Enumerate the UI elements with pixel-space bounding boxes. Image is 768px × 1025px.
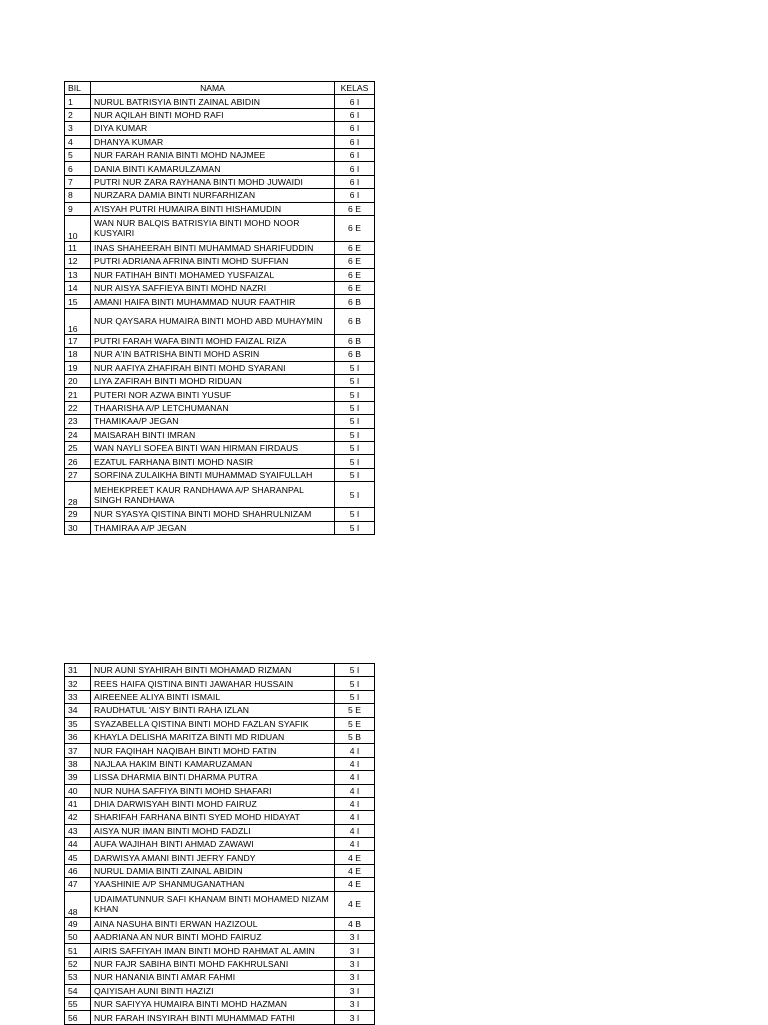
row-nama: RAUDHATUL 'AISY BINTI RAHA IZLAN	[91, 704, 335, 717]
table-row	[65, 308, 375, 334]
row-kelas: 5 I	[335, 415, 375, 428]
row-kelas: 4 I	[335, 771, 375, 784]
row-kelas: 5 I	[335, 690, 375, 703]
table-row	[65, 122, 375, 135]
row-nama: PUTRI ADRIANA AFRINA BINTI MOHD SUFFIAN	[91, 255, 335, 268]
row-kelas: 6 I	[335, 95, 375, 108]
row-kelas: 5 B	[335, 730, 375, 743]
row-bil: 42	[65, 811, 91, 824]
row-bil: 53	[65, 971, 91, 984]
row-nama: WAN NAYLI SOFEA BINTI WAN HIRMAN FIRDAUS	[91, 441, 335, 454]
row-bil: 41	[65, 797, 91, 810]
table-row	[65, 838, 375, 851]
row-nama: NUR FATIHAH BINTI MOHAMED YUSFAIZAL	[91, 268, 335, 281]
row-bil: 1	[65, 95, 91, 108]
table-row	[65, 811, 375, 824]
row-bil: 50	[65, 931, 91, 944]
row-bil: 35	[65, 717, 91, 730]
table-row	[65, 717, 375, 730]
row-kelas: 5 I	[335, 441, 375, 454]
row-nama: THAARISHA A/P LETCHUMANAN	[91, 401, 335, 414]
row-nama: PUTERI NOR AZWA BINTI YUSUF	[91, 388, 335, 401]
row-bil: 46	[65, 864, 91, 877]
row-kelas: 4 I	[335, 797, 375, 810]
row-nama: MAISARAH BINTI IMRAN	[91, 428, 335, 441]
table-row	[65, 388, 375, 401]
table-row	[65, 428, 375, 441]
row-bil: 48	[65, 891, 91, 917]
row-kelas: 6 B	[335, 348, 375, 361]
row-bil: 37	[65, 744, 91, 757]
table-row	[65, 784, 375, 797]
row-bil: 30	[65, 521, 91, 534]
table-row	[65, 771, 375, 784]
row-nama: MEHEKPREET KAUR RANDHAWA A/P SHARANPAL SINGH RANDHAWA	[91, 482, 335, 508]
row-bil: 18	[65, 348, 91, 361]
table-row	[65, 348, 375, 361]
table-row	[65, 508, 375, 521]
row-kelas: 3 I	[335, 984, 375, 997]
row-nama: EZATUL FARHANA BINTI MOHD NASIR	[91, 455, 335, 468]
row-bil: 24	[65, 428, 91, 441]
row-bil: 55	[65, 997, 91, 1010]
row-kelas: 5 I	[335, 468, 375, 481]
table-row	[65, 175, 375, 188]
row-kelas: 6 E	[335, 215, 375, 241]
row-kelas: 6 I	[335, 189, 375, 202]
table-row	[65, 241, 375, 254]
table-row	[65, 757, 375, 770]
table-row	[65, 282, 375, 295]
row-bil: 6	[65, 162, 91, 175]
row-bil: 21	[65, 388, 91, 401]
row-nama: DIYA KUMAR	[91, 122, 335, 135]
row-kelas: 5 I	[335, 455, 375, 468]
row-bil: 26	[65, 455, 91, 468]
row-nama: NUR FARAH RANIA BINTI MOHD NAJMEE	[91, 148, 335, 161]
row-bil: 22	[65, 401, 91, 414]
table-row	[65, 401, 375, 414]
row-bil: 44	[65, 838, 91, 851]
row-kelas: 5 E	[335, 717, 375, 730]
row-kelas: 4 E	[335, 878, 375, 891]
row-bil: 4	[65, 135, 91, 148]
row-nama: DANIA BINTI KAMARULZAMAN	[91, 162, 335, 175]
table-row	[65, 997, 375, 1010]
row-kelas: 5 I	[335, 401, 375, 414]
row-bil: 29	[65, 508, 91, 521]
row-nama: NURUL DAMIA BINTI ZAINAL ABIDIN	[91, 864, 335, 877]
student-table-1	[64, 81, 375, 535]
row-nama: A'ISYAH PUTRI HUMAIRA BINTI HISHAMUDIN	[91, 202, 335, 215]
row-bil: 8	[65, 189, 91, 202]
row-bil: 34	[65, 704, 91, 717]
table-row	[65, 162, 375, 175]
row-kelas: 4 B	[335, 917, 375, 930]
table-row	[65, 482, 375, 508]
row-bil: 12	[65, 255, 91, 268]
row-kelas: 4 I	[335, 744, 375, 757]
row-kelas: 3 I	[335, 1011, 375, 1024]
table-row	[65, 864, 375, 877]
row-kelas: 4 I	[335, 811, 375, 824]
row-kelas: 6 E	[335, 282, 375, 295]
row-kelas: 6 I	[335, 162, 375, 175]
table-row	[65, 957, 375, 970]
row-bil: 31	[65, 664, 91, 677]
row-bil: 16	[65, 308, 91, 334]
table-row	[65, 95, 375, 108]
row-nama: NUR FAQIHAH NAQIBAH BINTI MOHD FATIN	[91, 744, 335, 757]
row-nama: AIREENEE ALIYA BINTI ISMAIL	[91, 690, 335, 703]
row-kelas: 4 E	[335, 864, 375, 877]
table-header-row	[65, 82, 375, 95]
row-nama: QAIYISAH AUNI BINTI HAZIZI	[91, 984, 335, 997]
row-nama: NUR AUNI SYAHIRAH BINTI MOHAMAD RIZMAN	[91, 664, 335, 677]
row-nama: SHARIFAH FARHANA BINTI SYED MOHD HIDAYAT	[91, 811, 335, 824]
row-nama: DARWISYA AMANI BINTI JEFRY FANDY	[91, 851, 335, 864]
row-kelas: 4 I	[335, 784, 375, 797]
table-row	[65, 441, 375, 454]
row-bil: 51	[65, 944, 91, 957]
header-kelas: KELAS	[335, 82, 375, 95]
table-row	[65, 135, 375, 148]
row-nama: UDAIMATUNNUR SAFI KHANAM BINTI MOHAMED NIZAM KHAN	[91, 891, 335, 917]
table-row	[65, 878, 375, 891]
row-nama: NUR FAJR SABIHA BINTI MOHD FAKHRULSANI	[91, 957, 335, 970]
table-row	[65, 189, 375, 202]
row-nama: NURUL BATRISYIA BINTI ZAINAL ABIDIN	[91, 95, 335, 108]
row-kelas: 6 E	[335, 255, 375, 268]
row-bil: 19	[65, 361, 91, 374]
row-kelas: 6 E	[335, 241, 375, 254]
row-nama: WAN NUR BALQIS BATRISYIA BINTI MOHD NOOR KUSYAIRI	[91, 215, 335, 241]
row-bil: 47	[65, 878, 91, 891]
table-row	[65, 704, 375, 717]
table-row	[65, 677, 375, 690]
row-bil: 28	[65, 482, 91, 508]
row-bil: 2	[65, 108, 91, 121]
row-bil: 49	[65, 917, 91, 930]
row-nama: AINA NASUHA BINTI ERWAN HAZIZOUL	[91, 917, 335, 930]
row-bil: 9	[65, 202, 91, 215]
table-row	[65, 521, 375, 534]
row-bil: 17	[65, 334, 91, 347]
table-row	[65, 971, 375, 984]
row-nama: PUTRI NUR ZARA RAYHANA BINTI MOHD JUWAIDI	[91, 175, 335, 188]
row-kelas: 6 I	[335, 135, 375, 148]
row-bil: 25	[65, 441, 91, 454]
table-row	[65, 730, 375, 743]
row-bil: 10	[65, 215, 91, 241]
row-kelas: 6 B	[335, 334, 375, 347]
table-row	[65, 984, 375, 997]
row-nama: THAMIKAA/P JEGAN	[91, 415, 335, 428]
row-kelas: 6 E	[335, 268, 375, 281]
row-nama: DHANYA KUMAR	[91, 135, 335, 148]
row-kelas: 5 I	[335, 508, 375, 521]
row-bil: 11	[65, 241, 91, 254]
row-bil: 38	[65, 757, 91, 770]
row-kelas: 5 E	[335, 704, 375, 717]
table-row	[65, 148, 375, 161]
student-table-2	[64, 663, 375, 1025]
row-nama: PUTRI FARAH WAFA BINTI MOHD FAIZAL RIZA	[91, 334, 335, 347]
table-row	[65, 690, 375, 703]
row-kelas: 5 I	[335, 521, 375, 534]
row-nama: NUR FARAH INSYIRAH BINTI MUHAMMAD FATHI	[91, 1011, 335, 1024]
row-nama: DHIA DARWISYAH BINTI MOHD FAIRUZ	[91, 797, 335, 810]
row-nama: KHAYLA DELISHA MARITZA BINTI MD RIDUAN	[91, 730, 335, 743]
row-nama: NAJLAA HAKIM BINTI KAMARUZAMAN	[91, 757, 335, 770]
row-nama: AADRIANA AN NUR BINTI MOHD FAIRUZ	[91, 931, 335, 944]
row-kelas: 3 I	[335, 957, 375, 970]
table-row	[65, 824, 375, 837]
row-bil: 54	[65, 984, 91, 997]
header-bil: BIL	[65, 82, 91, 95]
row-nama: NUR HANANIA BINTI AMAR FAHMI	[91, 971, 335, 984]
row-kelas: 4 E	[335, 851, 375, 864]
row-bil: 32	[65, 677, 91, 690]
row-nama: AISYA NUR IMAN BINTI MOHD FADZLI	[91, 824, 335, 837]
row-nama: AUFA WAJIHAH BINTI AHMAD ZAWAWI	[91, 838, 335, 851]
row-bil: 52	[65, 957, 91, 970]
row-bil: 14	[65, 282, 91, 295]
row-bil: 5	[65, 148, 91, 161]
row-nama: NUR NUHA SAFFIYA BINTI MOHD SHAFARI	[91, 784, 335, 797]
row-kelas: 3 I	[335, 971, 375, 984]
row-nama: NUR A'IN BATRISHA BINTI MOHD ASRIN	[91, 348, 335, 361]
row-bil: 39	[65, 771, 91, 784]
table-row	[65, 255, 375, 268]
row-kelas: 5 I	[335, 482, 375, 508]
row-kelas: 3 I	[335, 931, 375, 944]
row-nama: NUR SAFIYYA HUMAIRA BINTI MOHD HAZMAN	[91, 997, 335, 1010]
table-row	[65, 108, 375, 121]
table-row	[65, 415, 375, 428]
row-kelas: 4 I	[335, 757, 375, 770]
table-row	[65, 215, 375, 241]
table-row	[65, 664, 375, 677]
row-nama: INAS SHAHEERAH BINTI MUHAMMAD SHARIFUDDIN	[91, 241, 335, 254]
row-kelas: 5 I	[335, 361, 375, 374]
row-bil: 20	[65, 375, 91, 388]
table-row	[65, 891, 375, 917]
row-kelas: 6 I	[335, 122, 375, 135]
row-kelas: 4 I	[335, 824, 375, 837]
table-row	[65, 931, 375, 944]
row-bil: 27	[65, 468, 91, 481]
table-row	[65, 334, 375, 347]
row-kelas: 4 I	[335, 838, 375, 851]
table-row	[65, 917, 375, 930]
table-row	[65, 851, 375, 864]
row-bil: 56	[65, 1011, 91, 1024]
table-row	[65, 295, 375, 308]
table-row	[65, 468, 375, 481]
row-kelas: 3 I	[335, 944, 375, 957]
row-bil: 40	[65, 784, 91, 797]
row-nama: AIRIS SAFFIYAH IMAN BINTI MOHD RAHMAT AL AMIN	[91, 944, 335, 957]
table-row	[65, 375, 375, 388]
row-bil: 3	[65, 122, 91, 135]
table-row	[65, 944, 375, 957]
row-kelas: 5 I	[335, 375, 375, 388]
row-nama: YAASHINIE A/P SHANMUGANATHAN	[91, 878, 335, 891]
table-row	[65, 1011, 375, 1024]
row-kelas: 6 B	[335, 308, 375, 334]
table-row	[65, 797, 375, 810]
row-kelas: 5 I	[335, 677, 375, 690]
table-row	[65, 268, 375, 281]
row-kelas: 6 I	[335, 108, 375, 121]
row-nama: SORFINA ZULAIKHA BINTI MUHAMMAD SYAIFULLAH	[91, 468, 335, 481]
row-nama: LISSA DHARMIA BINTI DHARMA PUTRA	[91, 771, 335, 784]
table-row	[65, 744, 375, 757]
row-kelas: 3 I	[335, 997, 375, 1010]
row-bil: 45	[65, 851, 91, 864]
table-row	[65, 361, 375, 374]
row-bil: 15	[65, 295, 91, 308]
row-kelas: 4 E	[335, 891, 375, 917]
row-nama: NUR AAFIYA ZHAFIRAH BINTI MOHD SYARANI	[91, 361, 335, 374]
row-kelas: 5 I	[335, 428, 375, 441]
row-bil: 33	[65, 690, 91, 703]
row-nama: NUR SYASYA QISTINA BINTI MOHD SHAHRULNIZAM	[91, 508, 335, 521]
row-nama: AMANI HAIFA BINTI MUHAMMAD NUUR FAATHIR	[91, 295, 335, 308]
header-nama: NAMA	[91, 82, 335, 95]
row-nama: SYAZABELLA QISTINA BINTI MOHD FAZLAN SYAFIK	[91, 717, 335, 730]
row-bil: 36	[65, 730, 91, 743]
row-nama: NURZARA DAMIA BINTI NURFARHIZAN	[91, 189, 335, 202]
row-nama: NUR AISYA SAFFIEYA BINTI MOHD NAZRI	[91, 282, 335, 295]
row-nama: NUR AQILAH BINTI MOHD RAFI	[91, 108, 335, 121]
table-row	[65, 455, 375, 468]
row-kelas: 6 E	[335, 202, 375, 215]
row-bil: 23	[65, 415, 91, 428]
row-kelas: 5 I	[335, 664, 375, 677]
row-bil: 43	[65, 824, 91, 837]
row-kelas: 6 I	[335, 175, 375, 188]
row-nama: REES HAIFA QISTINA BINTI JAWAHAR HUSSAIN	[91, 677, 335, 690]
row-kelas: 6 I	[335, 148, 375, 161]
row-bil: 7	[65, 175, 91, 188]
row-nama: LIYA ZAFIRAH BINTI MOHD RIDUAN	[91, 375, 335, 388]
row-kelas: 5 I	[335, 388, 375, 401]
row-nama: THAMIRAA A/P JEGAN	[91, 521, 335, 534]
table-row	[65, 202, 375, 215]
row-nama: NUR QAYSARA HUMAIRA BINTI MOHD ABD MUHAYMIN	[91, 308, 335, 334]
row-bil: 13	[65, 268, 91, 281]
row-kelas: 6 B	[335, 295, 375, 308]
